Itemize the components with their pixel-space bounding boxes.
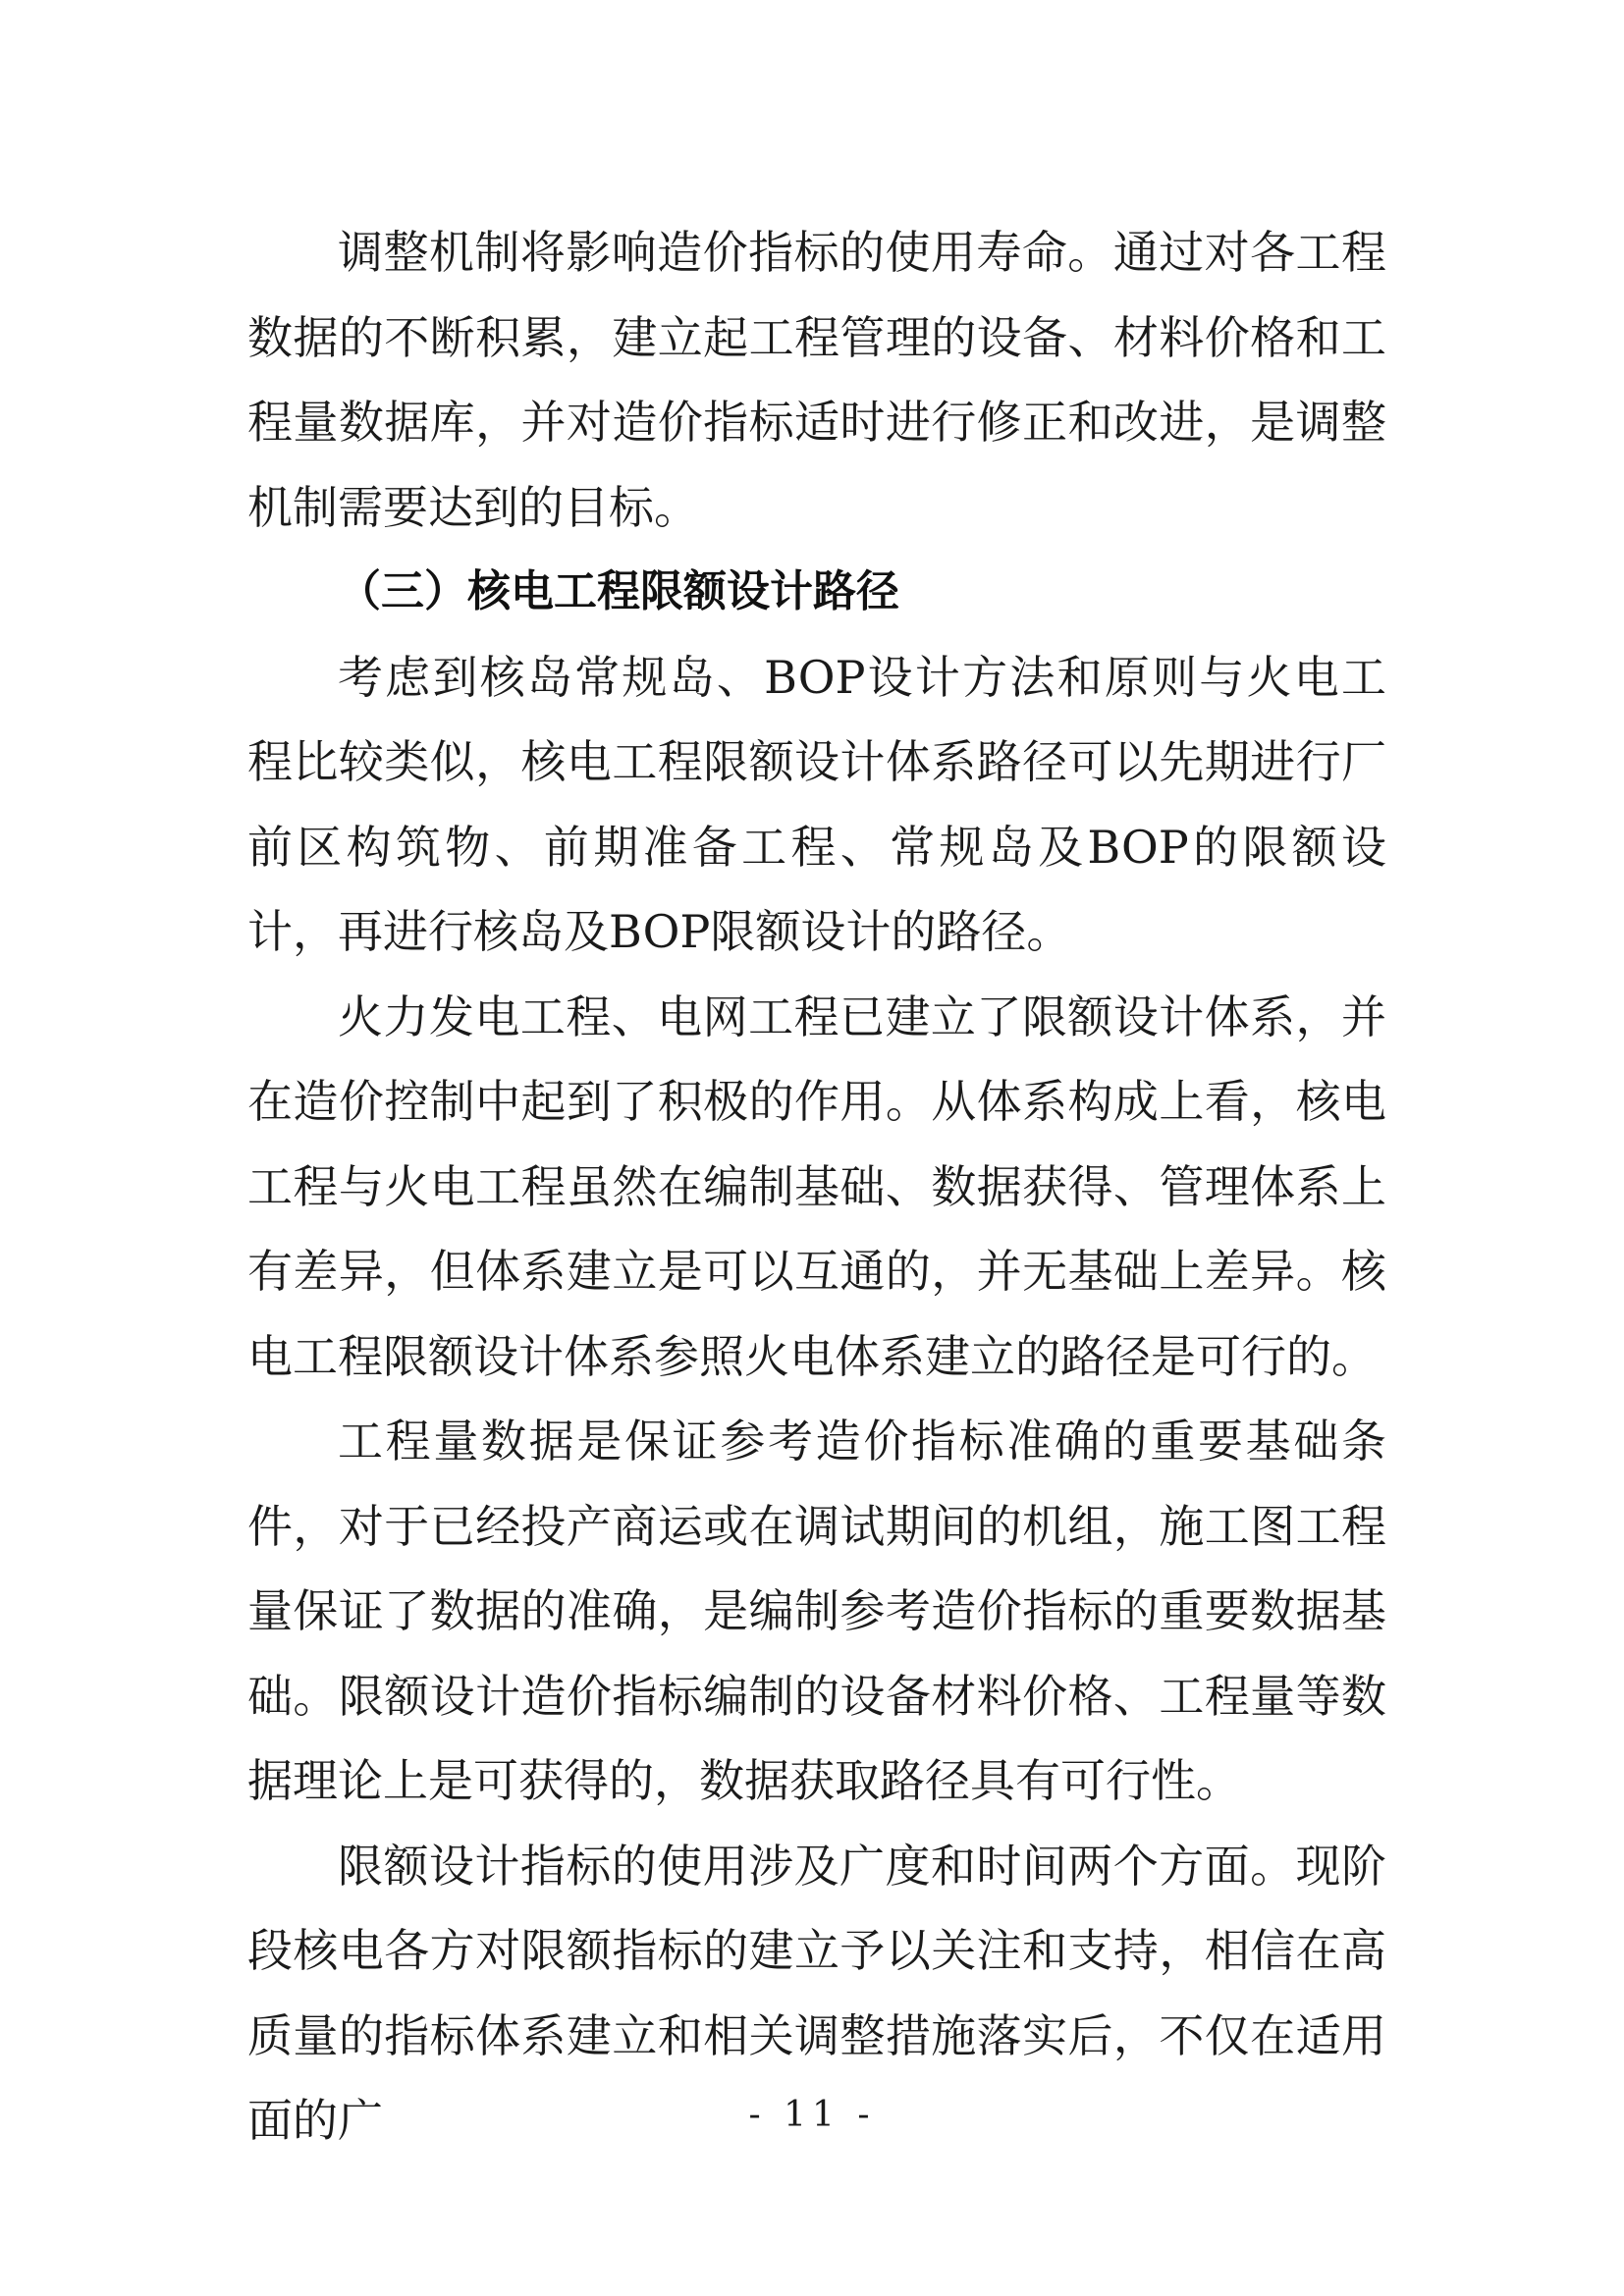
paragraph-design-path: 考虑到核岛常规岛、BOP设计方法和原则与火电工程比较类似，核电工程限额设计体系路径可以先期进行厂前区构筑物、前期准备工程、常规岛及BOP的限额设计，再进行核岛及BOP限额设计的路径。 [247, 650, 1386, 958]
paragraph-index-usage: 限额设计指标的使用涉及广度和时间两个方面。现阶段核电各方对限额指标的建立予以关注和支持，相信在高质量的指标体系建立和相关调整措施落实后，不仅在适用面的广 [247, 1839, 1386, 2147]
section-heading-nuclear-limit-design-path: （三）核电工程限额设计路径 [338, 566, 899, 616]
paragraph-system-comparison: 火力发电工程、电网工程已建立了限额设计体系，并在造价控制中起到了积极的作用。从体系构成上看，核电工程与火电工程虽然在编制基础、数据获得、管理体系上有差异，但体系建立是可以互通的，并无基础上差异。核电工程限额设计体系参照火电体系建立的路径是可行的。 [247, 989, 1386, 1383]
paragraph-quantity-data: 工程量数据是保证参考造价指标准确的重要基础条件，对于已经投产商运或在调试期间的机组，施工图工程量保证了数据的准确，是编制参考造价指标的重要数据基础。限额设计造价指标编制的设备材料价格、工程量等数据理论上是可获得的，数据获取路径具有可行性。 [247, 1415, 1386, 1807]
paragraph-adjustment-mechanism: 调整机制将影响造价指标的使用寿命。通过对各工程数据的不断积累，建立起工程管理的设备、材料价格和工程量数据库，并对造价指标适时进行修正和改进，是调整机制需要达到的目标。 [247, 226, 1386, 534]
document-body [247, 210, 1386, 2163]
page-number: - 11 - [748, 2095, 876, 2135]
